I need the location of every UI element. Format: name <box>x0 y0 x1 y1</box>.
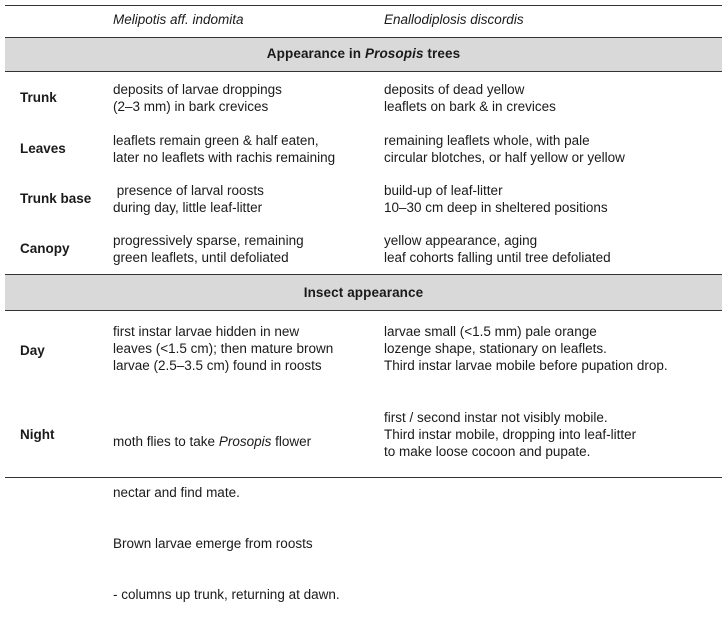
row-label-day: Day <box>20 343 45 358</box>
table-row: build-up of leaf-litter 10–30 cm deep in sheltered positions <box>384 183 608 215</box>
row-label-leaves: Leaves <box>20 141 66 156</box>
table-row: progressively sparse, remaining green leaflets, until defoliated <box>113 233 304 265</box>
table-bottom-rule <box>5 477 722 478</box>
table-row: first instar larvae hidden in new leaves (<1.5 cm); then mature brown larvae (2.5–3.5 cm) found in roosts <box>113 324 334 373</box>
column-header-enallodiplosis: Enallodiplosis discordis <box>384 12 524 27</box>
table-row: larvae small (<1.5 mm) pale orange lozenge shape, stationary on leaflets. Third instar larvae mobile before pupation drop. <box>384 324 668 373</box>
column-header-melipotis: Melipotis aff. indomita <box>113 12 244 27</box>
row-label-trunk: Trunk <box>20 90 57 105</box>
table-row: leaflets remain green & half eaten, later no leaflets with rachis remaining <box>113 133 336 165</box>
table-row: presence of larval roosts during day, little leaf-litter <box>113 183 264 215</box>
section-title-prosopis-trees: Appearance in Prosopis trees <box>266 46 461 61</box>
table-top-rule <box>5 5 722 6</box>
table-row: first / second instar not visibly mobile. Third instar mobile, dropping into leaf-litter to make loose cocoon and pupate. <box>384 410 637 459</box>
section2-band-bottom-rule <box>5 310 722 311</box>
table-row: remaining leaflets whole, with pale circular blotches, or half yellow or yellow <box>384 133 625 165</box>
row-label-canopy: Canopy <box>20 241 70 256</box>
row-label-night: Night <box>20 427 55 442</box>
table-row: yellow appearance, aging leaf cohorts falling until tree defoliated <box>384 233 611 265</box>
section-band-bottom-rule <box>5 71 722 72</box>
row-label-trunk-base: Trunk base <box>20 191 92 206</box>
table-row: deposits of larvae droppings (2–3 mm) in bark crevices <box>113 82 282 114</box>
table-row: deposits of dead yellow leaflets on bark & in crevices <box>384 82 556 114</box>
section-title-insect-appearance: Insect appearance <box>303 285 424 300</box>
table-row: moth flies to take Prosopis flower nectar and find mate. Brown larvae emerge from roosts - columns up trunk, returning at dawn. <box>113 434 340 602</box>
